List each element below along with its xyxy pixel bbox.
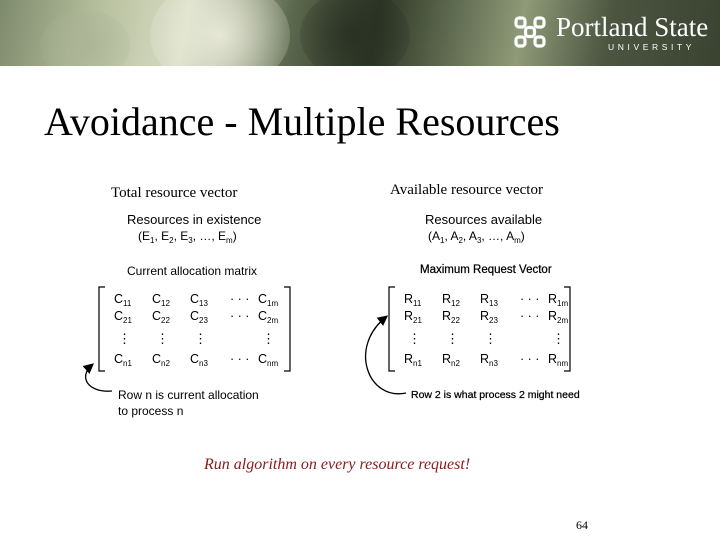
allocation-cell: $C_{n2}$	[152, 352, 170, 368]
university-logo	[512, 12, 712, 56]
request-vdots: ⋮	[552, 331, 565, 346]
request-cell: $R_{13}$	[480, 292, 498, 308]
allocation-cell: · · ·	[230, 292, 250, 306]
allocation-note-line2: to process n	[118, 404, 184, 418]
allocation-vdots: ⋮	[194, 331, 207, 346]
page-number: 64	[576, 518, 588, 532]
logo-wordmark: Portland State	[556, 12, 709, 42]
available-heading: Resources available	[425, 212, 543, 227]
available-vector: ($A_1$, $A_2$, $A_3$, …, $A_m$)	[428, 229, 525, 245]
request-cell: · · ·	[520, 309, 540, 323]
allocation-cell: $C_{13}$	[190, 292, 208, 308]
allocation-cell: $C_{nm}$	[258, 352, 279, 368]
request-cell: $R_{n3}$	[480, 352, 498, 368]
request-vdots: ⋮	[408, 331, 421, 346]
request-cell: $R_{nm}$	[548, 352, 569, 368]
request-cell: $R_{11}$	[404, 292, 422, 308]
request-cell: $R_{22}$	[442, 309, 460, 325]
request-cell: $R_{2m}$	[548, 309, 569, 325]
label-total-resource-vector: Total resource vector	[111, 185, 238, 201]
allocation-vdots: ⋮	[118, 331, 131, 346]
existence-vector: ($E_1$, $E_2$, $E_3$, …, $E_m$)	[138, 229, 237, 245]
banner-photo-blur	[40, 10, 130, 66]
request-cell: $R_{n1}$	[404, 352, 422, 368]
allocation-cell: $C_{n3}$	[190, 352, 208, 368]
request-cell: · · ·	[520, 292, 540, 306]
request-cell: $R_{n2}$	[442, 352, 460, 368]
allocation-cell: $C_{n1}$	[114, 352, 132, 368]
request-left-bracket	[389, 287, 395, 371]
allocation-cell: $C_{23}$	[190, 309, 208, 325]
slide-title: Avoidance - Multiple Resources	[44, 99, 560, 144]
request-matrix	[404, 292, 568, 368]
request-arrow	[366, 317, 406, 394]
allocation-matrix	[114, 292, 278, 368]
psu-logo-icon	[512, 14, 548, 50]
allocation-cell: $C_{21}$	[114, 309, 132, 325]
allocation-cell: $C_{2m}$	[258, 309, 279, 325]
allocation-vdots: ⋮	[156, 331, 169, 346]
request-vdots: ⋮	[484, 331, 497, 346]
allocation-vdots: ⋮	[262, 331, 275, 346]
label-available-resource-vector: Available resource vector	[390, 182, 543, 198]
logo-subtitle: UNIVERSITY	[608, 42, 696, 52]
request-cell: · · ·	[520, 352, 540, 366]
header-banner	[0, 0, 720, 66]
request-cell: $R_{23}$	[480, 309, 498, 325]
existence-heading: Resources in existence	[127, 212, 262, 227]
allocation-cell: $C_{22}$	[152, 309, 170, 325]
allocation-right-bracket	[284, 287, 290, 371]
allocation-cell: · · ·	[230, 309, 250, 323]
request-note: Row 2 is what process 2 might need	[411, 389, 580, 401]
request-cell: $R_{12}$	[442, 292, 460, 308]
bankers-algorithm-figure	[70, 205, 630, 425]
banner-photo-blur	[300, 0, 410, 66]
allocation-cell: $C_{12}$	[152, 292, 170, 308]
request-cell: $R_{21}$	[404, 309, 422, 325]
allocation-heading: Current allocation matrix	[127, 264, 258, 278]
request-vdots: ⋮	[446, 331, 459, 346]
footer-note: Run algorithm on every resource request!	[204, 456, 471, 473]
allocation-cell: · · ·	[230, 352, 250, 366]
allocation-cell: $C_{1m}$	[258, 292, 279, 308]
allocation-note-line1: Row n is current allocation	[118, 388, 259, 402]
banner-photo-blur	[150, 0, 290, 66]
allocation-left-bracket	[99, 287, 105, 371]
allocation-cell: $C_{11}$	[114, 292, 132, 308]
request-cell: $R_{1m}$	[548, 292, 569, 308]
max-request-heading: Maximum Request Vector	[420, 264, 552, 276]
